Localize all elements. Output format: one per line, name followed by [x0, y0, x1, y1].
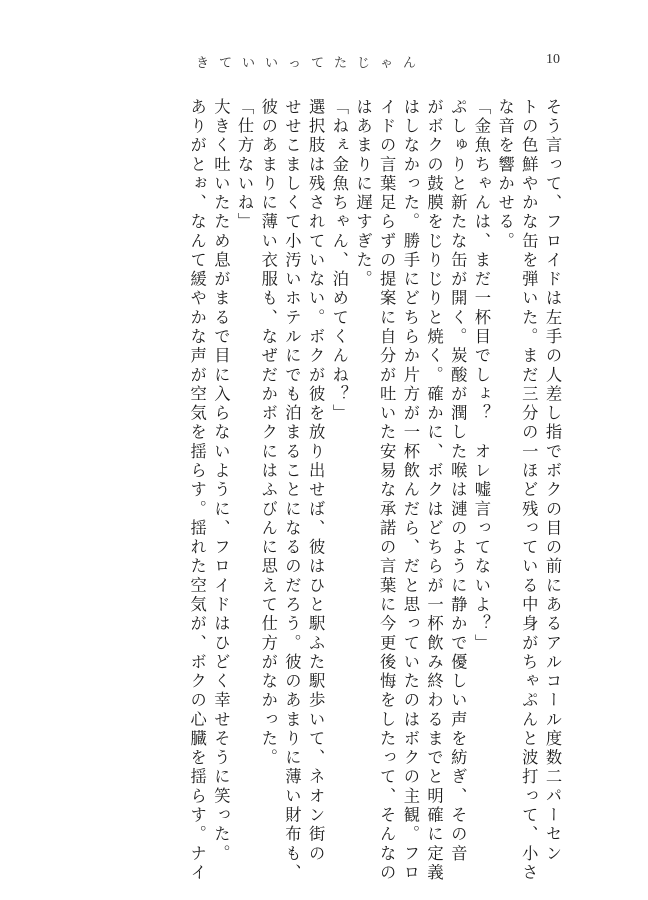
- text-line: ぷしゅりと新たな缶が開く。炭酸が潤した喉は漣のように静かで優しい声を紡ぎ、その音: [448, 98, 468, 864]
- text-line: はあまりに遅すぎた。: [353, 98, 373, 290]
- vertical-body-text: [187, 98, 562, 883]
- text-line: 選択肢は残されていない。ボクが彼を放り出せば、彼はひと駅ふた駅歩いて、ネオン街の: [306, 98, 326, 864]
- text-line: な音を響かせる。: [495, 98, 515, 252]
- text-line: そう言って、フロイドは左手の人差し指でボクの目の前にあるアルコール度数二パーセン: [543, 98, 562, 864]
- running-title: きていいってたじゃん: [196, 56, 427, 71]
- text-line: 「ねぇ金魚ちゃん、泊めてくんね？」: [329, 98, 349, 424]
- text-line: 彼のあまりに薄い衣服も、なぜだかボクにはふびんに思えて仕方がなかった。: [258, 98, 278, 768]
- text-line: がボクの鼓膜をじりじりと焼く。確かに、ボクはどちらが一杯飲み終わるまでと明確に定義: [424, 98, 444, 883]
- text-line: イドの言葉足らずの提案に自分が吐いた安易な承諾の言葉に今更後悔をしたって、そんなの: [377, 98, 397, 883]
- text-line: 「金魚ちゃんは、まだ一杯目でしょ？ オレ嘘言ってないよ？」: [471, 98, 491, 654]
- page-header: [0, 52, 648, 72]
- text-line: ありがとぉ、なんて緩やかな声が空気を揺らす。揺れた空気が、ボクの心臓を揺らす。ナイ: [187, 98, 207, 883]
- text-line: 「仕方ないね」: [235, 98, 255, 232]
- page-number: 10: [546, 52, 560, 67]
- text-line: はしなかった。勝手にどちらか片方が一杯飲んだら、だと思っていたのはボクの主観。フロ: [400, 98, 420, 883]
- text-line: トの色鮮やかな缶を弾いた。まだ三分の一ほど残っている中身がちゃぷんと波打って、小さ: [519, 98, 539, 883]
- text-line: せせこましくて小汚いホテルにでも泊まることになるのだろう。彼のあまりに薄い財布も、: [282, 98, 302, 883]
- text-line: 大きく吐いたため息がまるで目に入らないように、フロイドはひどく幸せそうに笑った。: [211, 98, 231, 864]
